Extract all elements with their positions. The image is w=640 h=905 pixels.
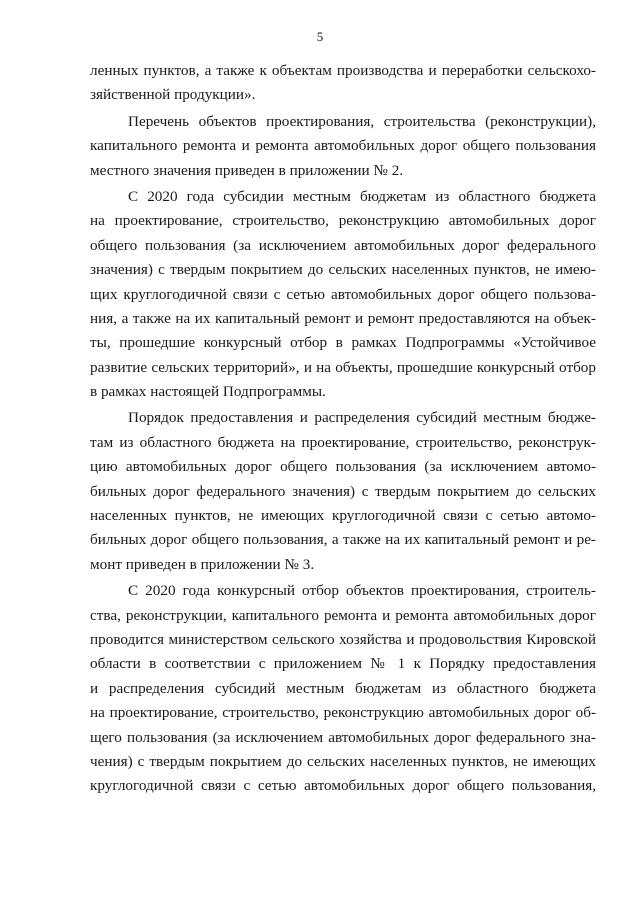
paragraph xyxy=(90,406,596,577)
paragraph xyxy=(90,110,596,183)
text-line: общего пользования (за исключением автомобильных дорог федерального xyxy=(90,236,596,254)
text-line: на проектирование, строительство, реконструкцию автомобильных дорог об- xyxy=(90,704,596,722)
text-line: развитие сельских территорий», и на объекты, прошедшие конкурсный отбор xyxy=(90,358,596,376)
text-line: капитального ремонта и ремонта автомобильных дорог общего пользования xyxy=(90,137,596,155)
text-line: щего пользования (за исключением автомобильных дорог федерального зна- xyxy=(90,728,596,746)
text-line: Порядок предоставления и распределения субсидий местным бюдже- xyxy=(128,409,596,427)
text-line: области в соответствии с приложением № 1 к Порядку предоставления xyxy=(90,655,596,673)
paragraph xyxy=(90,579,596,799)
text-line: Перечень объектов проектирования, строительства (реконструкции), xyxy=(128,112,596,130)
text-line: там из областного бюджета на проектирование, строительство, реконструк- xyxy=(90,433,596,451)
text-line: С 2020 года субсидии местным бюджетам из областного бюджета xyxy=(128,187,596,205)
text-line: бильных дорог федерального значения) с твердым покрытием до сельских xyxy=(90,482,596,500)
text-line: ния, а также на их капитальный ремонт и ремонт предоставляются на объек- xyxy=(90,309,596,327)
page-number: 5 xyxy=(316,29,324,44)
paragraph xyxy=(90,185,596,405)
text-line: круглогодичной связи с сетью автомобильных дорог общего пользования, xyxy=(90,777,596,795)
text-line: ты, прошедшие конкурсный отбор в рамках Подпрограммы «Устойчивое xyxy=(90,334,596,352)
text-line: С 2020 года конкурсный отбор объектов проектирования, строитель- xyxy=(128,582,596,600)
text-line: зяйственной продукции». xyxy=(90,86,256,104)
text-line: цию автомобильных дорог общего пользования (за исключением автомо- xyxy=(90,458,596,476)
text-line: чения) с твердым покрытием до сельских населенных пунктов, не имеющих xyxy=(90,752,596,770)
text-line: ленных пунктов, а также к объектам производства и переработки сельскохо- xyxy=(90,62,596,79)
text-line: щих круглогодичной связи с сетью автомобильных дорог общего пользова- xyxy=(90,285,596,303)
text-line: на проектирование, строительство, реконструкцию автомобильных дорог xyxy=(90,212,596,230)
text-line: значения) с твердым покрытием до сельских населенных пунктов, не имею- xyxy=(90,261,596,279)
text-line: местного значения приведен в приложении № 2. xyxy=(90,161,404,179)
text-line: монт приведен в приложении № 3. xyxy=(90,555,315,573)
text-line: ства, реконструкции, капитального ремонта и ремонта автомобильных дорог xyxy=(90,606,596,624)
text-line: в рамках настоящей Подпрограммы. xyxy=(90,383,326,401)
text-line: бильных дорог общего пользования, а также на их капитальный ремонт и ре- xyxy=(90,531,596,549)
text-line: и распределения субсидий местным бюджетам из областного бюджета xyxy=(90,679,596,697)
text-line: проводится министерством сельского хозяйства и продовольствия Кировской xyxy=(90,630,596,648)
text-line: населенных пунктов, не имеющих круглогодичной связи с сетью автомо- xyxy=(90,507,596,525)
paragraph xyxy=(90,59,596,108)
document-body xyxy=(90,59,596,799)
